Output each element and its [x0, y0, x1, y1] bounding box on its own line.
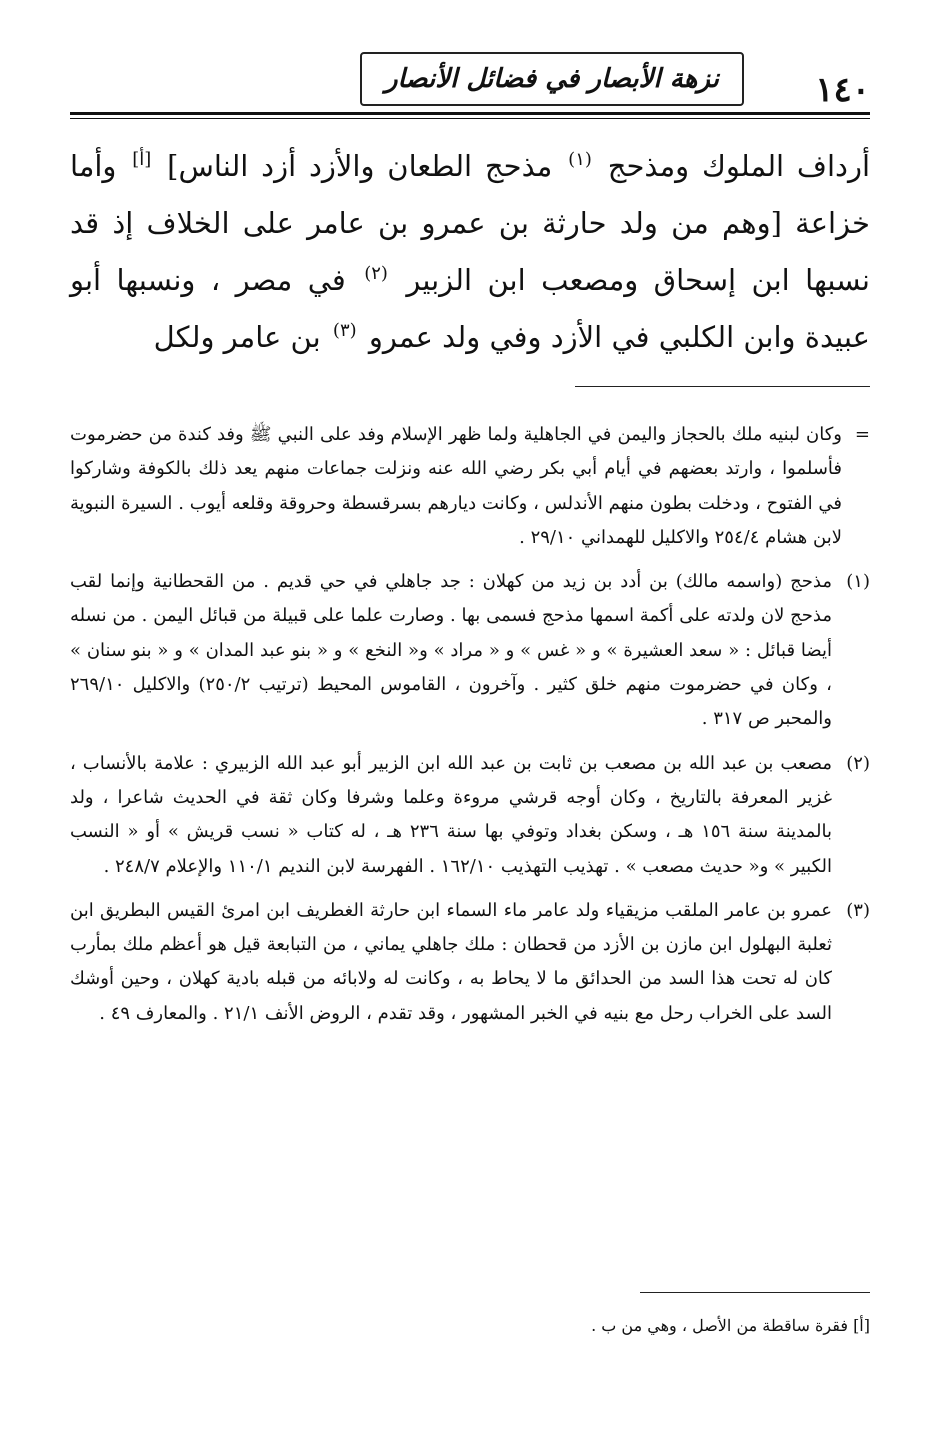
page-number: ١٤٠ — [815, 70, 870, 110]
main-paragraph — [70, 138, 870, 366]
footnote-text: وكان لبنيه ملك بالحجاز واليمن في الجاهلية ولما ظهر الإسلام وفد على النبي ﷺ وفد كندة من حضرموت فأسلموا ، وارتد بعضهم في أيام أبي بكر رضي الله عنه ونزلت جماعات منهم يعد ذلك بالكوفة وشاركوا في الفتوح ، ودخلت بطون منهم الأندلس ، وكانت ديارهم بسرقسطة وحروقة وقلعه أيوب . السيرة النبوية لابن هشام ٢٥٤/٤ والاكليل للهمداني ٢٩/١٠ . — [70, 424, 842, 548]
editor-note-separator — [640, 1292, 870, 1293]
footnote-ref-2: (٢) — [364, 263, 388, 285]
main-text-segment: أرداف الملوك ومذحج — [607, 149, 871, 183]
footnote-1 — [70, 565, 870, 736]
editor-note-marker: [أ] — [853, 1316, 870, 1335]
page-header — [70, 48, 870, 110]
footnote-text: مصعب بن عبد الله بن مصعب بن ثابت بن عبد الله ابن الزبير أبو عبد الله الزبيري : علامة بالأنساب ، غزير المعرفة بالتاريخ ، وكان أوجه قرشي مروءة وعلما وشرفا وكان ثقة في الحديث شاعرا ، ولد بالمدينة سنة ١٥٦ هـ ، وسكن بغداد وتوفي بها سنة ٢٣٦ هـ ، له كتاب « نسب قريش » أو « النسب الكبير » و« حديث مصعب » . تهذيب التهذيب ١٦٢/١٠ . الفهرسة لابن النديم ١١٠/١ والإعلام ٢٤٨/٧ . — [70, 752, 832, 877]
footnote-2 — [70, 747, 870, 884]
editor-note — [70, 1312, 870, 1340]
main-text-segment: وأما خزاعة [وهم من ولد حارثة بن عمرو بن عامر على الخلاف إذ قد نسبها ابن إسحاق ومصعب ابن الزبير — [70, 149, 871, 297]
footnote-marker: (٢) — [846, 752, 870, 774]
footnote-marker: (٣) — [846, 899, 870, 921]
footnote-3 — [70, 894, 870, 1031]
editor-note-text: فقرة ساقطة من الأصل ، وهي من ب . — [591, 1316, 848, 1335]
footnote-text: مذحج (واسمه مالك) بن أدد بن زيد من كهلان : جد جاهلي في حي قديم . من القحطانية وإنما لقب مذحج لان ولدته على أكمة اسمها مذحج فسمى بها . وصارت علما على قبيلة من قبائل اليمن . من نسله أيضا قبائل : « سعد العشيرة » و « غس » و « مراد » و« النخع » و « بنو عبد المدان » و « بنو سنان » ، وكان في حضرموت منهم خلق كثير . وآخرون ، القاموس المحيط (ترتيب ٢٥٠/٢) والاكليل ٢٦٩/١٠ والمحبر ص ٣١٧ . — [70, 571, 832, 730]
header-rule — [70, 112, 870, 115]
footnote-text: عمرو بن عامر الملقب مزيقياء ولد عامر ماء السماء ابن حارثة الغطريف ابن امرئ القيس البطريق ابن ثعلبة البهلول ابن مازن بن الأزد من قحطان : ملك جاهلي يماني ، من التبابعة قيل هو أعظم ملك بمأرب كان له تحت هذا السد من الحدائق ما لا يحاط به ، وكانت له ولابائه من قبله بادية كهلان ، وحين أوشك السد على الخراب رحل مع بنيه في الخبر المشهور ، وقد تقدم ، الروض الأنف ٢١/١ . والمعارف ٤٩ . — [70, 899, 832, 1024]
header-rule-thin — [70, 118, 870, 119]
footnote-marker: (١) — [846, 571, 870, 593]
continuation-marker: = — [854, 424, 870, 445]
main-text — [70, 138, 870, 366]
running-title: نزهة الأبصار في فضائل الأنصار — [360, 52, 744, 106]
footnote-separator — [575, 386, 870, 387]
main-text-segment: في مصر ، ونسبها أبو عبيدة وابن الكلبي في الأزد وفي ولد عمرو — [70, 263, 870, 354]
editor-note-ref: [أ] — [132, 149, 152, 171]
footnotes — [70, 418, 870, 1041]
footnote-ref-1: (١) — [568, 149, 592, 171]
main-text-segment: بن عامر ولكل — [153, 320, 321, 354]
footnote-continuation — [70, 418, 870, 555]
footnote-ref-3: (٣) — [332, 320, 357, 342]
main-text-segment: مذحج الطعان والأزد أزد الناس] — [167, 149, 553, 183]
